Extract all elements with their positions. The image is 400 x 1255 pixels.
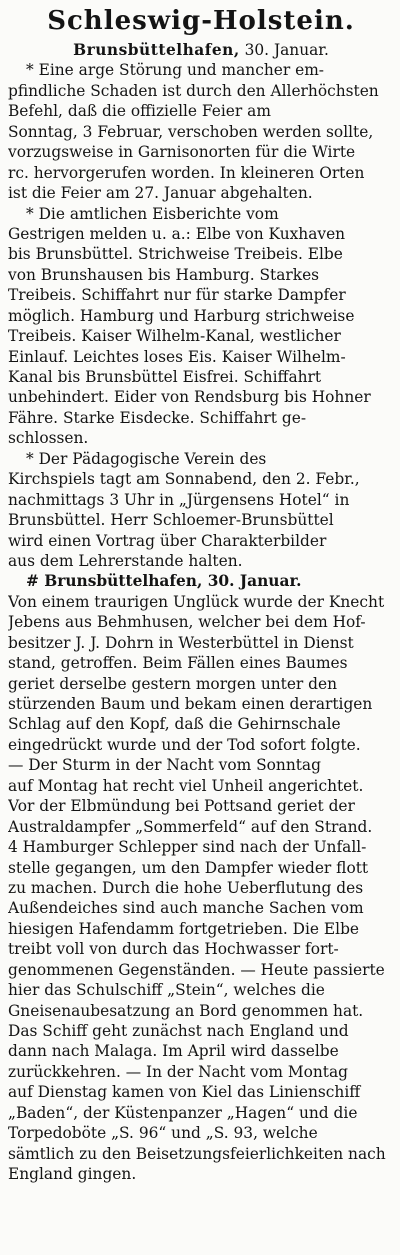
text-line: Gneisenaubesatzung an Bord genommen hat. xyxy=(8,1001,364,1020)
text-line: eingedrückt wurde und der Tod sofort folgte. xyxy=(8,735,361,754)
text-line: schlossen. xyxy=(8,429,89,448)
text-line: Kirchspiels tagt am Sonnabend, den 2. Febr., xyxy=(8,470,360,489)
text-line: sämtlich zu den Beisetzungsfeierlichkeiten nach xyxy=(8,1144,386,1163)
dateline-2: # Brunsbüttelhafen, 30. Januar. xyxy=(26,572,302,591)
text-line: rc. hervorgerufen worden. In kleineren Orten xyxy=(8,163,365,182)
text-line: Kanal bis Brunsbüttel Eisfrei. Schiffahrt xyxy=(8,368,322,386)
text-line: wird einen Vortrag über Charakterbilder xyxy=(8,531,327,550)
section-headline: Schleswig-Holstein. xyxy=(47,6,355,36)
text-line: Treibeis. Schiffahrt nur für starke Dampfer xyxy=(8,286,346,305)
text-line: pfindliche Schaden ist durch den Allerhöchsten xyxy=(8,81,379,100)
text-line: Befehl, daß die offizielle Feier am xyxy=(8,102,271,121)
text-line: genommenen Gegenständen. — Heute passierte xyxy=(8,960,385,979)
text-line: 4 Hamburger Schlepper sind nach der Unfall- xyxy=(8,838,367,857)
text-line: möglich. Hamburg und Harburg strichweise xyxy=(8,306,355,325)
text-line: Brunsbüttel. Herr Schloemer-Brunsbüttel xyxy=(8,511,334,530)
text-line: dann nach Malaga. Im April wird dasselbe xyxy=(8,1042,339,1061)
text-line: Von einem traurigen Unglück wurde der Knecht xyxy=(8,592,385,611)
text-line: nachmittags 3 Uhr in „Jürgensens Hotel“ in xyxy=(8,490,350,509)
text-line: — Der Sturm in der Nacht vom Sonntag xyxy=(8,756,321,775)
text-line: * Die amtlichen Eisberichte vom xyxy=(26,204,279,223)
text-line: „Baden“, der Küstenpanzer „Hagen“ und die xyxy=(8,1103,358,1122)
text-line: England gingen. xyxy=(8,1165,137,1184)
article-body xyxy=(8,40,394,1185)
text-line: zurückkehren. — In der Nacht vom Montag xyxy=(8,1062,348,1081)
text-line: Einlauf. Leichtes loses Eis. Kaiser Wilhelm- xyxy=(8,347,346,366)
text-line: von Brunshausen bis Hamburg. Starkes xyxy=(8,265,320,284)
text-line: hiesigen Hafendamm fortgetrieben. Die Elbe xyxy=(8,919,360,938)
text-line: hier das Schulschiff „Stein“, welches die xyxy=(8,981,325,1000)
text-line: Jebens aus Behmhusen, welcher bei dem Hof- xyxy=(8,613,366,632)
text-line: Fähre. Starke Eisdecke. Schiffahrt ge- xyxy=(8,408,307,427)
dateline xyxy=(8,40,394,60)
text-line: Torpedoböte „S. 96“ und „S. 93, welche xyxy=(8,1124,318,1143)
text-line: Schlag auf den Kopf, daß die Gehirnschale xyxy=(8,715,341,734)
text-line: bis Brunsbüttel. Strichweise Treibeis. Elbe xyxy=(8,245,343,264)
text-line: * Eine arge Störung und mancher em- xyxy=(26,61,325,80)
text-line: Sonntag, 3 Februar, verschoben werden sollte, xyxy=(8,122,374,141)
text-line: aus dem Lehrerstande halten. xyxy=(8,551,243,570)
text-line: Vor der Elbmündung bei Pottsand geriet der xyxy=(8,797,355,816)
dateline-place: Brunsbüttelhafen, xyxy=(73,41,240,59)
text-line: geriet derselbe gestern morgen unter den xyxy=(8,674,338,693)
dateline-date: 30. Januar. xyxy=(239,41,329,59)
text-line: Australdampfer „Sommerfeld“ auf den Strand. xyxy=(8,817,373,836)
text-line: auf Montag hat recht viel Unheil angerichtet. xyxy=(8,776,364,795)
text-line: Treibeis. Kaiser Wilhelm-Kanal, westlicher xyxy=(8,327,341,346)
text-line: unbehindert. Eider von Rendsburg bis Hohner xyxy=(8,388,371,407)
text-line: zu machen. Durch die hohe Ueberflutung des xyxy=(8,878,364,897)
text-line: besitzer J. J. Dohrn in Westerbüttel in Dienst xyxy=(8,633,354,652)
text-line: stand, getroffen. Beim Fällen eines Baumes xyxy=(8,654,348,673)
text-line: vorzugsweise in Garnisonorten für die Wirte xyxy=(8,143,356,162)
text-line: auf Dienstag kamen von Kiel das Linienschiff xyxy=(8,1083,361,1102)
text-line: Gestrigen melden u. a.: Elbe von Kuxhaven xyxy=(8,224,346,243)
text-line: treibt voll von durch das Hochwasser fort- xyxy=(8,940,339,959)
text-line: ist die Feier am 27. Januar abgehalten. xyxy=(8,184,313,203)
text-line: stelle gegangen, um den Dampfer wieder flott xyxy=(8,858,369,877)
text-line: * Der Pädagogische Verein des xyxy=(26,449,267,468)
text-line: Außendeiches sind auch manche Sachen vom xyxy=(8,899,364,918)
text-line: Das Schiff geht zunächst nach England und xyxy=(8,1022,349,1040)
text-line: stürzenden Baum und bekam einen derartigen xyxy=(8,695,373,713)
